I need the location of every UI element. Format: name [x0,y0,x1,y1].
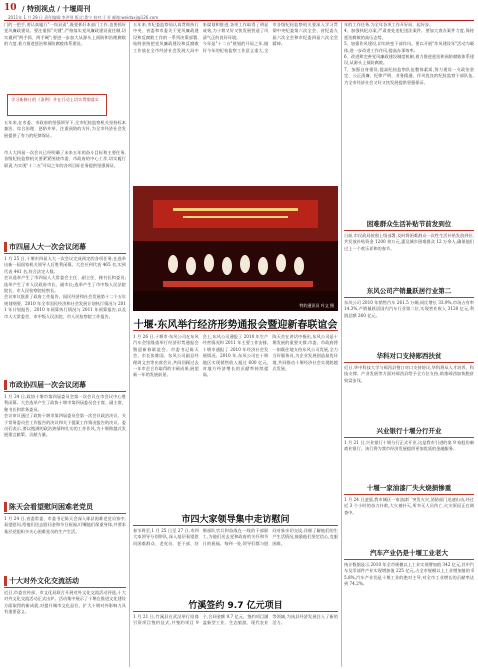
brief-title: 华科对口支持郧西扶贫 [376,352,442,360]
title-rule [4,513,126,514]
section-title-box [4,500,126,514]
brief-title: 兴业银行十堰分行开业 [376,427,442,435]
pull-quote-text: 学习新修订的《条例》并在行动上切实贯彻落实 [11,97,99,102]
brief-text: 东风公司 2010 年销售汽车 261.5 万辆,同比增长 33.9%,市场占有率 14.3%,产销量跃居国内汽车行业第二位,实现营业收入 3120 亿元,利润总额 260 亿元。 [344,300,476,318]
brief-title-box [344,547,474,560]
brief-rule [344,230,474,231]
left-top-text: 门的一把手,要认真履行"一岗双责",既要抓好本部门工作,也要抓好党风廉政建设。要注重抓"关键",严格落实党风廉政建设责任制,切实做到"两手抓、两手硬";要进一步加大从源头上预防和治理腐败的力度,着力推进惩治和预防腐败体系建设。 [4,22,126,47]
brief-title: 东风公司产销量跃居行业第二 [366,287,452,295]
right-top-text: 年的工作任务,为全年各项工作开好局、起好步。 4、加强执纪办案,严肃查处违纪违法案件。要加大查办案件力度,保持惩治腐败的高压态势。 5、加强作风建设,切实转变干部作风。要以开展"作风建设年"活动为载体,进一步改进工作作风,提高办事效率。 6、改进和完善党风廉政建设制度机制,着力推进惩治和预防腐败体系建设,从源头上预防腐败。 7、加强自身建设,提高纪检监察队伍整体素质,努力建设一支政治坚定、公正清廉、纪律严明、业务精通、作风优良的纪检监察干部队伍,为全市经济社会又好又快发展提供坚强保证。 [344,22,474,85]
section-text: 1 月 25 日,十堰市四届人大一次会议完成预定的各项任务,在选举出新一届国家机关领导人后胜利闭幕。大会应到代表 465 名,实到代表 441 名,符合法定人数。 会议选举产生了市四届人大常委会主任、副主任、秘书长和委员;选举产生了市人民政府市长、副市长;选举产生了市中级人民法院院长、市人民检察院检察长。 会议审议批准了政府工作报告、国民经济和社会发展第十二个五年规划纲要、2010 年全市国民经济和社会发展计划执行情况与 2011 年计划报告、2010 年预算执行情况与 2011 年预算报告,以及市人大常委会、市中级人民法院、市人民检察院工作报告。 [4,256,126,319]
brief-title-box [344,482,474,495]
section-title-box [4,240,126,254]
brief-title: 十堰一家油漆厂失火烧损惨重 [366,484,452,492]
title-rule [4,391,126,392]
brief-rule [344,494,474,495]
tertiary-headline: 竹溪签约 9.7 亿元项目 [188,601,283,611]
section-title-box [4,574,126,588]
title-bar-mark [4,242,7,252]
brief-rule [344,559,474,560]
brief-rule [344,362,474,363]
section-title: 十大对外文化交流活动 [9,577,79,585]
brief-text: 日前,市民政局按照上级部署,及时将困难群众一次性生活补贴发放到位,共发放补贴资金 1200 余万元,惠及城乡困难群众 12 万余人,确保他们过上一个欢乐祥和的春节。 [344,233,474,251]
section-text: 1 月 24 日,政协十堰市第四届委员会第一次会议在市会议中心胜利闭幕。大会选举产生了政协十堰市第四届委员会主席、副主席、秘书长和常务委员。 会议审议通过了政协十堰市第四届委员会第一次会议政治决议、关于常务委员会工作报告的决议和关于提案工作情况报告的决议。委员们表示,要以饱满的政治热情和扎实的工作作风,为十堰跨越式发展建言献策、贡献力量。 [4,394,126,438]
title-bar-mark [4,576,7,586]
tertiary-article-text: 1 月 21 日,竹溪县在武汉举行招商引资项目签约仪式,共签约项目 9 个,合同金额 9.7 亿元。签约项目涵盖新型工业、生态旅游、现代农业等领域,为该县经济发展注入了新的活力。 [133,614,338,626]
left-after-quote: 五年来,在市委、市政府的坚强领导下,全市纪检监察机关坚持标本兼治、综合治理、惩防并举、注重预防的方针,为全市经济社会发展提供了有力的纪律保证。 [4,120,126,138]
section-title-box [4,378,126,392]
section-title: / 特别视点 / 十堰周刊 [22,5,91,13]
brief-title: 汽车产业仍是十堰工业老大 [370,549,448,557]
left-column [4,22,126,667]
brief-title-box [344,285,474,298]
section-text: 近日,市委宣传部、市文化局联合开展对外文化交流活动评选,十大对外文化交流活动正式出炉。活动集中展示了十堰在推进文化建设方面取得的新成就,对提升城市文化品位、扩大十堰对外影响力具有重要意义。 [4,590,126,615]
main-article-text: 1 月 26 日,十堰市·东风公司在东风汽车会馆隆重举行经济形势通报会暨迎新春联谊会。市委书记陈天会、市长张维国、东风公司副总经理周文杰等出席会议,共同回顾过去一年市企合作取得的丰硕成果,展望新一年的发展前景。 会上,东风公司通报了 2010 年生产经营情况和 2011 年主要工作安排,十堰市通报了 2010 年经济社会发展情况。2010 年,东风公司在十堰地区实现销售收入超过 600 亿元,对地方经济增长的贡献率持续提高。 陈天会在讲话中指出,东风公司是十堰发展的重要支撑,市委、市政府将一如既往地支持东风公司发展,全力当好服务员,为企业发展创造最优环境,共同推动十堰经济社会实现跨越式发展。 [133,334,338,378]
brief-title: 困难群众生活补贴节前发到位 [366,220,452,228]
section-title: 市政协四届一次会议闭幕 [9,381,86,389]
middle-top-text: 五年来,市纪委监察局认真贯彻执行中央、省委和市委关于党风廉政建设和反腐败工作的一系列决策部署,始终坚持把党风廉政建设和反腐败工作放在全市经济社会发展大局中来谋划和推进,各项工作取得了明显成效,为十堰又好又快发展营造了风清气正的良好环境。 今年是"十二五"规划的开局之年,做好今年的纪检监察工作意义重大,全市各级纪检监察机关要深入学习贯彻中央纪委第六次全会、省纪委九届六次全会和市纪委四届六次全会精神。 [133,22,338,53]
section-title: 市四届人大一次会议闭幕 [9,243,86,251]
brief-title-box [344,218,474,231]
page-header [4,3,474,19]
pull-quote [7,94,107,116]
main-headline: 十堰·东风举行经济形势通报会暨迎新春联谊会 [133,320,338,331]
left-mid-text: 市人大四届一次会议已经明确了未来五年的奋斗目标和主要任务,各级纪检监察机关要紧紧围绕市委、市政府的中心工作,切实履行职责,为实现"十二五"开局之年的各项目标任务提供坚强保证。 [4,150,126,168]
column-divider [129,22,130,667]
secondary-article-text: 春节将至,1 月 25 日至 27 日,市四大家领导分别带队,深入基层看望慰问困难群众、老党员、老干部、驻堰部队官兵和奋战在一线的干部职工,为他们送去党和政府的关怀和节日的祝福。每到一处,领导们都与慰问对象亲切交谈,详细了解他们的生产生活情况,鼓励他们坚定信心,克服困难。 [133,528,338,546]
brief-text: 1 月 24 日凌晨,我市城区一家油漆厂突发火灾,消防部门迅速出动,经过近 3 个小时的奋力扑救,大火被扑灭,所幸无人员伤亡,火灾原因正在调查中。 [344,497,474,515]
brief-rule [344,297,474,298]
brief-text: 1 月 21 日,兴业银行十堰分行正式开业,这是我市引进的第 9 家股份制商业银行。该行将为我市经济发展提供更加优质的金融服务。 [344,440,474,452]
brief-title-box [344,425,474,438]
brief-text: 统计数据显示,2010 年全市规模以上工业实现增加值 342 亿元,其中汽车及零部件产业实现增加值 225 亿元,占全市规模以上工业增加值的 65.8%,汽车产业仍是十堰工业的绝对主导,对全市工业增长的贡献率达到 74.2%。 [344,562,474,587]
headline-rule [133,611,338,612]
headline-rule [133,525,338,526]
column-divider [341,22,342,667]
title-bar-mark [4,380,7,390]
headline-rule [133,330,338,331]
photo-event [133,186,338,311]
brief-title-box [344,350,474,363]
secondary-headline: 市四大家领导集中走访慰问 [181,515,290,525]
section-text: 1 月 24 日,省委常委、市委书记陈天会深入郧县困难老党员家中,看望慰问,给他们送去慰问金和节日祝福,叮嘱他们保重身体,并要求基层党组织多关心困难党员的生产生活。 [4,516,126,534]
stage-photo-image [133,186,338,311]
title-rule [4,253,126,254]
header-rule [4,20,474,21]
photo-caption: 特约通讯员 叶文 摄 [299,303,334,308]
header-meta: 2011年 1 月 29 日 责任编辑:李洪领 版式:娄宁 校对:于芳 邮箱:weidaxj@126.com [8,15,159,20]
page-number: 10 [4,3,17,13]
section-title: 陈天会看望慰问困难老党员 [9,503,93,511]
title-rule [4,587,126,588]
brief-rule [344,437,474,438]
title-bar-mark [4,502,7,512]
brief-text: 近日,华中科技大学与郧西县签订对口支持协议,华科将从人才培养、科技支撑、产业发展等方面对郧西县给予全方位支持,助推郧西加快脱贫致富步伐。 [344,365,474,383]
